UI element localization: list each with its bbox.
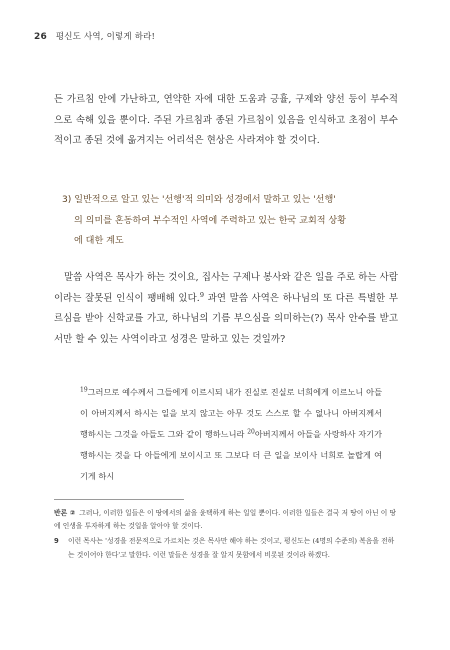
verse-number-19: 19 bbox=[80, 386, 88, 394]
body-paragraph-2 bbox=[54, 268, 398, 350]
rebuttal-label: 반론 ② bbox=[54, 509, 76, 517]
running-title: 평신도 사역, 이렇게 하라! bbox=[55, 32, 156, 42]
footnote-divider bbox=[54, 499, 184, 500]
verse-19-text: 그러므로 예수께서 그들에게 이르시되 내가 진실로 진실로 너희에게 이르노니 아들이 아버지께서 하시는 일을 보지 않고는 아무 것도 스스로 할 수 없나니 아버지께서 행하시는 그것을 아들도 그와 같이 행하느니라 bbox=[80, 387, 382, 439]
footnote-rebuttal bbox=[54, 507, 400, 533]
paragraph-2-text-a: 말씀 사역은 목사가 하는 것이요, 집사는 구제나 봉사와 같은 일을 주로 하는 사람이라는 잘못된 인식이 팽배해 있다. bbox=[54, 272, 398, 304]
section-heading-line-1: 3) 일반적으로 알고 있는 '선행'적 의미와 성경에서 말하고 있는 '선행' bbox=[62, 195, 336, 205]
paragraph-2-text-b: 과연 말씀 사역은 하나님의 또 다른 특별한 부르심을 받아 신학교를 가고, 하나님의 기름 부으심을 의미하는(?) 목사 안수를 받고서만 할 수 있는 사역이라고 성경은 말하고 있는 것일까? bbox=[54, 292, 398, 345]
running-header bbox=[34, 30, 155, 42]
section-heading-line-3: 에 대한 계도 bbox=[74, 236, 124, 246]
verse-number-20: 20 bbox=[247, 428, 255, 436]
scripture-quote bbox=[80, 382, 382, 487]
footnotes bbox=[54, 507, 400, 564]
footnote-9-mark: 9 bbox=[54, 537, 59, 546]
footnote-9-text: 이런 목사는 '성경을 전문적으로 가르치는 것은 목사만 해야 하는 것이고, 평신도는 (4명의 수준의) 복음을 전하는 것이어야 한다'고 말한다. 이런 말들은 성경을 잘 알지 못함에서 비롯된 것이라 하겠다. bbox=[68, 537, 395, 559]
footnote-9 bbox=[54, 535, 400, 561]
page-number: 26 bbox=[34, 32, 47, 42]
rebuttal-text: 그러나, 이러한 일들은 이 땅에서의 삶을 윤택하게 하는 일일 뿐이다. 이러한 일들은 결국 저 땅이 아닌 이 땅에 인생을 투자하게 하는 것일을 알아야 할 것이다. bbox=[54, 509, 397, 531]
footnote-reference: 9 bbox=[199, 290, 205, 299]
body-paragraph-1: 든 가르침 안에 가난하고, 연약한 자에 대한 도움과 긍휼, 구제와 양선 등이 부수적으로 속해 있을 뿐이다. 주된 가르침과 종된 가르침이 있음을 인식하고 초점이 부수적이고 종된 것에 옮겨지는 어리석은 현상은 사라져야 할 것이다. bbox=[54, 94, 398, 146]
section-heading-line-2: 의 의미를 혼동하여 부수적인 사역에 주력하고 있는 한국 교회적 상황 bbox=[74, 215, 346, 226]
section-heading bbox=[54, 190, 398, 252]
verse-20-text: 아버지께서 아들을 사랑하사 자기가 행하시는 것을 다 아들에게 보이시고 또 그보다 더 큰 일을 보이사 너희로 놀랍게 여기게 하시 bbox=[80, 429, 382, 481]
